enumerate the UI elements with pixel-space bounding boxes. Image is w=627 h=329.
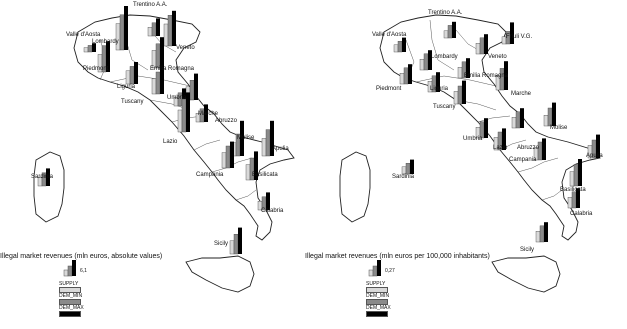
region-label-right-apulia: Apulia (586, 153, 603, 159)
legend-bar-supply (369, 270, 373, 276)
region-label-right-valle-d-aosta: Valle d'Aosta (372, 32, 407, 38)
region-label-left-umbria: Umbria (167, 95, 187, 101)
region-label-right-abruzzo: Abruzzo (517, 145, 540, 151)
legend-right-supply-label: SUPPLY (366, 281, 386, 287)
region-label-right-basilicata: Basilicata (560, 187, 586, 193)
region-label-left-sardinia: Sardinia (31, 174, 54, 180)
legend-left-dem-max-label: DEM_MAX (59, 305, 84, 311)
legend-left-scale-value: 6,1 (80, 268, 87, 274)
region-label-left-marche: Marche (198, 111, 219, 117)
legend-bar-dem-max (377, 260, 381, 276)
legend-left-dem-min-label: DEM_MIN (59, 293, 83, 299)
region-label-left-calabria: Calabria (261, 208, 284, 214)
region-label-right-sicily: Sicily (520, 247, 535, 253)
legend-right-dem-max-label: DEM_MAX (366, 305, 391, 311)
region-label-right-piedmont: Piedmont (376, 86, 402, 92)
region-label-left-trentino-a-a: Trentino A.A. (133, 2, 168, 8)
legend-bar-supply (64, 270, 68, 276)
legend-bar-dem-min (68, 266, 72, 276)
legend-right-dem-max-swatch (366, 311, 388, 317)
panel-left-title: Illegal market revenues (mln euros, absolute values) (0, 253, 163, 260)
legend-right-symbol (369, 260, 381, 276)
region-label-left-lombardy: Lombardy (92, 39, 119, 45)
legend-left-dem-max-swatch (59, 311, 81, 317)
region-label-right-calabria: Calabria (570, 211, 593, 217)
region-label-right-trentino-a-a: Trentino A.A. (428, 10, 463, 16)
region-label-left-piedmont: Piedmont (83, 66, 109, 72)
region-label-right-umbria: Umbria (463, 136, 483, 142)
panel-right-title: Illegal market revenues (mln euros per 100,000 inhabitants) (305, 253, 490, 260)
legend-right-dem-min-label: DEM_MIN (366, 293, 390, 299)
region-label-right-lazio: Lazio (493, 145, 508, 151)
legend-left-supply-label: SUPPLY (59, 281, 79, 287)
region-label-left-abruzzo: Abruzzo (215, 118, 238, 124)
legend-right-scale-value: 0,27 (385, 268, 395, 274)
region-label-right-emilia-romagna: Emilia Romagna (464, 73, 509, 79)
region-label-left-apulia: Apulia (272, 146, 289, 152)
region-label-right-liguria: Liguria (430, 86, 449, 92)
region-label-left-campania: Campania (196, 172, 224, 178)
region-label-right-molise: Molise (550, 125, 568, 131)
legend-bar-dem-min (373, 266, 377, 276)
region-label-left-basilicata: Basilicata (252, 172, 278, 178)
region-label-left-liguria: Liguria (117, 84, 136, 90)
region-label-right-marche: Marche (511, 91, 532, 97)
region-label-left-lazio: Lazio (163, 139, 178, 145)
region-label-right-campania: Campania (509, 157, 537, 163)
legend-left-symbol (64, 260, 76, 276)
region-label-right-tuscany: Tuscany (433, 104, 456, 110)
region-label-left-sicily: Sicily (214, 241, 229, 247)
region-label-left-veneto: Veneto (176, 45, 195, 51)
region-label-right-veneto: Veneto (488, 54, 507, 60)
legend-bar-dem-max (72, 260, 76, 276)
region-label-right-friuli-v-g: Friuli V.G. (506, 34, 533, 40)
region-label-left-molise: Molise (237, 135, 255, 141)
region-label-left-valle-d-aosta: Valle d'Aosta (66, 32, 101, 38)
region-label-right-lombardy: Lombardy (431, 54, 458, 60)
region-label-left-tuscany: Tuscany (121, 99, 144, 105)
region-label-left-emilia-romagna: Emilia Romagna (150, 66, 195, 72)
region-label-right-sardinia: Sardinia (392, 174, 415, 180)
